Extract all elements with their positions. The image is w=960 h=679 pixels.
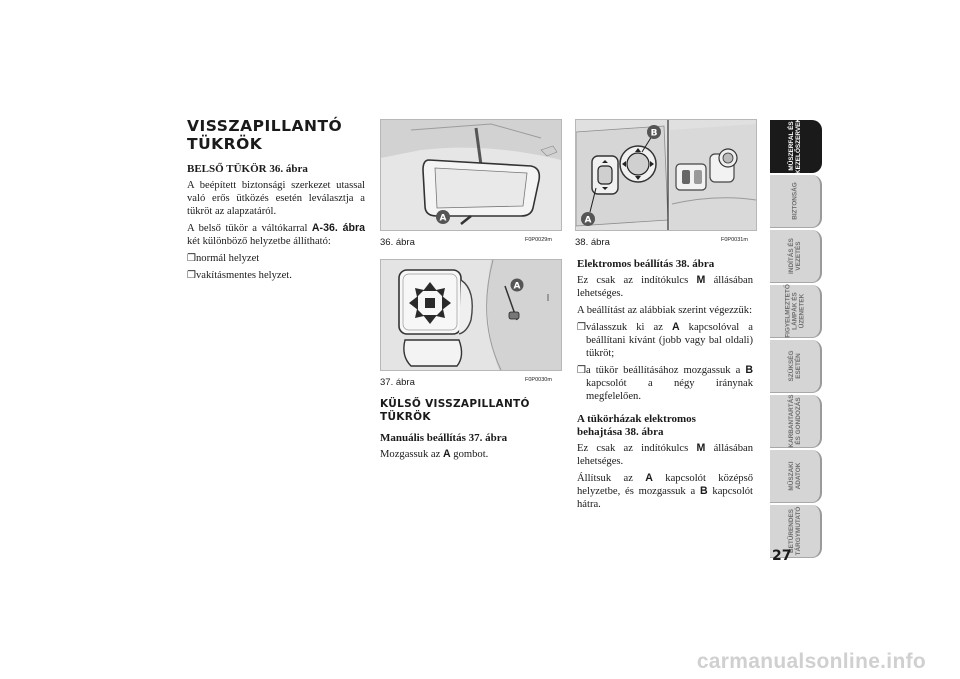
list-item [187, 269, 365, 282]
figure-36-code: F0P0029m [525, 237, 552, 243]
tab-label: INDÍTÁS ÉS VEZETÉS [788, 238, 802, 274]
r-p3-ref: M [696, 442, 706, 454]
checkbox-bullet-icon: ❒ [187, 253, 196, 264]
fold-subtitle [577, 413, 753, 439]
manual-text-end: gombot. [450, 449, 489, 460]
figure-37-image [380, 259, 562, 371]
checkbox-bullet-icon: ❒ [187, 270, 196, 281]
r-p1-text-end: állásában lehetséges. [577, 275, 754, 299]
electric-adjust-paragraph-2: A beállítást az alábbiak szerint végezzük: [577, 305, 753, 316]
figure-37-code: F0P0030m [525, 377, 552, 383]
inner-mirror-paragraph-1: A beépített biztonsági szerkezet utassal való erős ütközés esetén leválasztja a tükröt az alapzatáról. [187, 180, 365, 217]
list-item [577, 364, 753, 403]
r-p4-ref2: B [699, 485, 708, 497]
figure-38-code: F0P0031m [721, 237, 748, 243]
r-b1-ref: A [671, 321, 680, 333]
r-p4-text: Állítsuk az [577, 473, 646, 484]
mirror-switch-illustration [576, 120, 756, 230]
list-item [577, 321, 753, 360]
tab-label: BIZTONSÁG [791, 182, 799, 220]
list-item [187, 252, 365, 265]
fold-paragraph-1 [577, 442, 753, 468]
figure-36-image [380, 119, 562, 231]
fold-paragraph-2 [577, 472, 753, 511]
r-b1-text-end: kapcsolóval a beállítani kívánt (jobb vagy bal oldali) tükröt; [586, 322, 753, 359]
inner-mirror-paragraph-2 [187, 222, 365, 248]
figure-36-caption: 36. ábra [380, 237, 415, 248]
tab-label: BETŰRENDES TÁRGYMUTATÓ [788, 506, 802, 556]
rear-view-mirror-illustration [381, 120, 561, 230]
outer-mirror-heading-line1: KÜLSŐ VISSZAPILLANTÓ [380, 398, 530, 410]
tab-label: SZÜKSÉG ESETÉN [788, 350, 802, 382]
left-column [187, 117, 365, 286]
tab-starting-driving[interactable] [770, 230, 822, 283]
tab-dashboard-controls[interactable] [770, 120, 822, 173]
manual-text: Mozgassuk az [380, 449, 443, 460]
outer-mirror-heading-line2: TÜKRÖK [380, 411, 431, 423]
figure-38-caption: 38. ábra [575, 237, 610, 248]
list-item-text: normál helyzet [196, 253, 260, 264]
r-p4-ref: A [645, 472, 653, 484]
watermark: carmanualsonline.info [696, 650, 926, 673]
list-item-text [586, 364, 753, 403]
inner-mirror-subtitle: BELSŐ TÜKÖR 36. ábra [187, 163, 308, 175]
manual-adjust-subtitle: Manuális beállítás 37. ábra [380, 432, 508, 444]
section-title [187, 117, 365, 153]
electric-adjust-paragraph-1 [577, 274, 753, 300]
r-p1-text: Ez csak az indítókulcs [577, 275, 697, 286]
r-b2-text-end: kapcsolót a négy iránynak megfelelően. [586, 378, 753, 402]
r-p3-text-end: állásában lehetséges. [577, 443, 754, 467]
side-mirror-illustration [381, 260, 561, 370]
middle-column [380, 398, 562, 465]
r-p4-text-end: kapcsolót hátra. [577, 486, 754, 510]
tab-label: MŰSZERFAL ÉS KEZELŐSZERVEK [788, 118, 802, 174]
list-item-text [586, 321, 753, 360]
p2-text-end: két különböző helyzetbe állítható: [187, 236, 331, 247]
fig38-label-a: A [584, 215, 592, 226]
r-p1-ref: M [696, 274, 706, 286]
tab-maintenance[interactable] [770, 395, 822, 448]
checkbox-bullet-icon: ❒ [577, 322, 586, 333]
r-b1-text: válasszuk ki az [586, 322, 672, 333]
outer-mirror-heading [380, 398, 562, 424]
tab-label: MŰSZAKI ADATOK [788, 461, 802, 491]
tab-safety[interactable] [770, 175, 822, 228]
manual-adjust-text [380, 448, 562, 461]
fig37-label-a: A [513, 281, 521, 292]
figure-37-caption: 37. ábra [380, 377, 415, 388]
fig38-label-b: B [650, 128, 658, 139]
checkbox-bullet-icon: ❒ [577, 365, 586, 376]
p2-text: A belső tükör a váltókarral [187, 223, 312, 234]
p2-ref: A-36. ábra [311, 222, 365, 234]
r-p4-text-mid: kapcsolót középső helyzetbe, és mozgassuk a [577, 473, 753, 497]
fold-subtitle-line2: behajtása 38. ábra [577, 426, 664, 438]
electric-adjust-subtitle: Elektromos beállítás 38. ábra [577, 258, 715, 270]
chapter-tabs [770, 120, 822, 560]
list-item-text: vakításmentes helyzet. [196, 270, 292, 281]
r-b2-ref: B [745, 364, 753, 376]
tab-label: KARBANTARTÁS ÉS GONDOZÁS [788, 394, 802, 448]
manual-ref: A [442, 448, 451, 460]
right-column [577, 258, 753, 515]
r-p3-text: Ez csak az indítókulcs [577, 443, 697, 454]
tab-label: FIGYELMEZTETŐ LÁMPÁK ÉS ÜZENETEK [784, 284, 806, 338]
fold-subtitle-line1: A tükörházak elektromos [577, 413, 696, 425]
r-b2-text: a tükör beállításához mozgassuk a [586, 365, 746, 376]
tab-technical-data[interactable] [770, 450, 822, 503]
fig36-label-a: A [439, 213, 447, 224]
section-title-line2: TÜKRÖK [187, 135, 263, 153]
tab-warning-lights[interactable] [770, 285, 822, 338]
section-title-line1: VISSZAPILLANTÓ [187, 117, 343, 135]
page-number: 27 [772, 548, 792, 564]
figure-38-image [575, 119, 757, 231]
tab-emergency[interactable] [770, 340, 822, 393]
